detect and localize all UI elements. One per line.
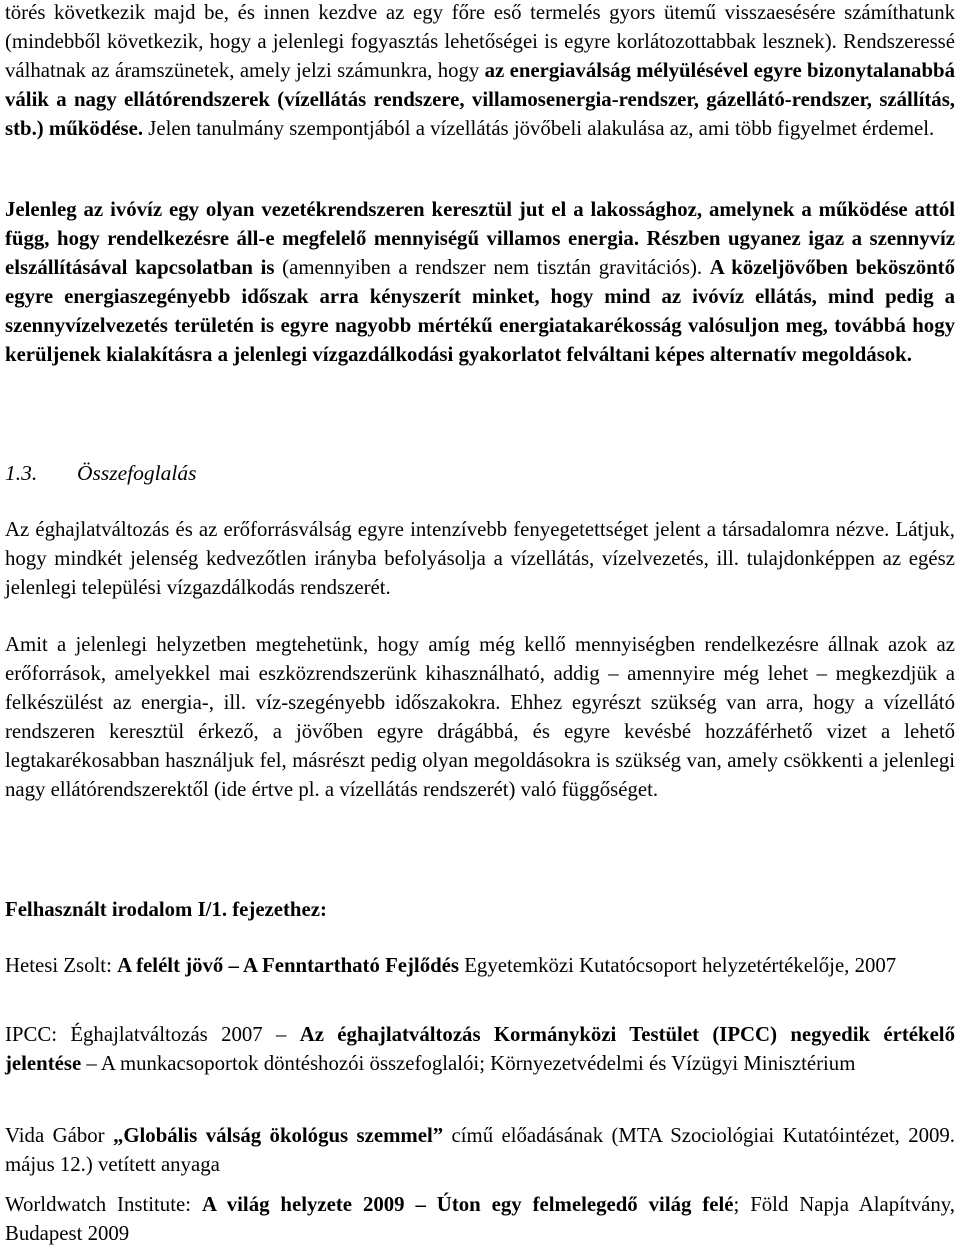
section-title: Összefoglalás	[77, 461, 197, 485]
bold-run: A közeljövőben beköszöntő egyre energiaszegényebb időszak arra kényszerít minket, hogy mind az ivóvíz ellátás, mind pedig a szennyvízelvezetés területén is egyre nagyobb mértékű energiatakarékosság valósuljon meg, továbbá hogy kerüljenek kialakításra a jelenlegi vízgazdálkodási gyakorlatot felváltani képes alternatív megoldások.	[5, 256, 955, 366]
reference-source: ; Föld Napja Alapítvány, Budapest 2009	[5, 1193, 955, 1245]
reference-title: „Globális válság ökológus szemmel”	[112, 1124, 444, 1147]
bold-run: Jelenleg az ivóvíz egy olyan vezetékrendszeren keresztül jut el a lakossághoz, amelynek a működése attól függ, hogy rendelkezésre áll-e megfelelő mennyiségű villamos energia. Részben ugyanez igaz a szennyvíz elszállításával kapcsolatban is	[5, 198, 955, 279]
reference-source: című előadásának (MTA Szociológiai Kutatóintézet, 2009. május 12.) vetített anyaga	[5, 1124, 955, 1176]
paragraph-summary-1: Az éghajlatváltozás és az erőforrásválság egyre intenzívebb fenyegetettséget jelent a társadalomra nézve. Látjuk, hogy mindkét jelenség kedvezőtlen irányba befolyásolja a vízellátás, vízelvezetés, ill. tulajdonképpen az egész jelenlegi települési vízgazdálkodás rendszerét.	[5, 518, 955, 599]
reference-title: Az éghajlatváltozás Kormányközi Testület (IPCC) negyedik értékelő jelentése	[5, 1023, 955, 1075]
text-run: (amennyiben a rendszer nem tisztán gravitációs).	[274, 256, 710, 279]
bold-run: az energiaválság mélyülésével egyre bizonytalanabbá válik a nagy ellátórendszerek (vízellátás rendszere, villamosenergia-rendszer, gázellátó-rendszer, szállítás, stb.) működése.	[5, 59, 955, 140]
paragraph-summary-2: Amit a jelenlegi helyzetben megtehetünk, hogy amíg még kellő mennyiségben rendelkezésre állnak azok az erőforrások, amelyekkel mai eszközrendszerünk kihasználható, addig – amennyire még lehet – megkezdjük a felkészülést az energia-, ill. víz-szegényebb időszakokra. Ehhez egyrészt szükség van arra, hogy a vízellátó rendszeren keresztül érkező, a jövőben egyre drágábbá, és egyre kevésbé hozzáférhető vizet a lehető legtakarékosabban használjuk fel, másrészt pedig olyan megoldásokra is szükség van, amely csökkenti a jelenlegi nagy ellátórendszerektől (ide értve pl. a vízellátás rendszerét) való függőséget.	[5, 633, 955, 801]
reference-item	[5, 1121, 955, 1179]
reference-author: IPCC: Éghajlatváltozás 2007 –	[5, 1023, 300, 1046]
section-heading	[5, 458, 955, 488]
reference-item	[5, 1020, 955, 1078]
section-number: 1.3.	[5, 461, 38, 485]
reference-title: A világ helyzete 2009 – Úton egy felmelegedő világ felé	[201, 1193, 734, 1216]
reference-author: Worldwatch Institute:	[5, 1193, 202, 1216]
reference-author: Vida Gábor	[5, 1124, 113, 1147]
paragraph-drinking-water	[5, 195, 955, 369]
text-run: Jelen tanulmány szempontjából a vízellátás jövőbeli alakulása az, ami több figyelmet érdemel.	[143, 117, 935, 140]
reference-item	[5, 951, 955, 980]
references-heading	[5, 895, 955, 924]
reference-source: Egyetemközi Kutatócsoport helyzetértékelője, 2007	[459, 954, 897, 977]
reference-item	[5, 1190, 955, 1248]
text-run: törés következik majd be, és innen kezdve az egy főre eső termelés gyors ütemű visszaesésére számíthatunk (mindebből következik, hogy a jelenlegi fogyasztás lehetőségei is egyre korlátozottabbak lesznek). Rendszeressé válhatnak az áramszünetek, amely jelzi számunkra, hogy	[5, 1, 955, 82]
paragraph-energy-crisis	[5, 0, 955, 143]
reference-source: – A munkacsoportok döntéshozói összefoglalói; Környezetvédelmi és Vízügyi Minisztérium	[81, 1052, 856, 1075]
reference-title: A felélt jövő – A Fenntartható Fejlődés	[117, 954, 460, 977]
references-heading-text: Felhasznált irodalom I/1. fejezethez:	[5, 898, 327, 921]
reference-author: Hetesi Zsolt:	[5, 954, 118, 977]
